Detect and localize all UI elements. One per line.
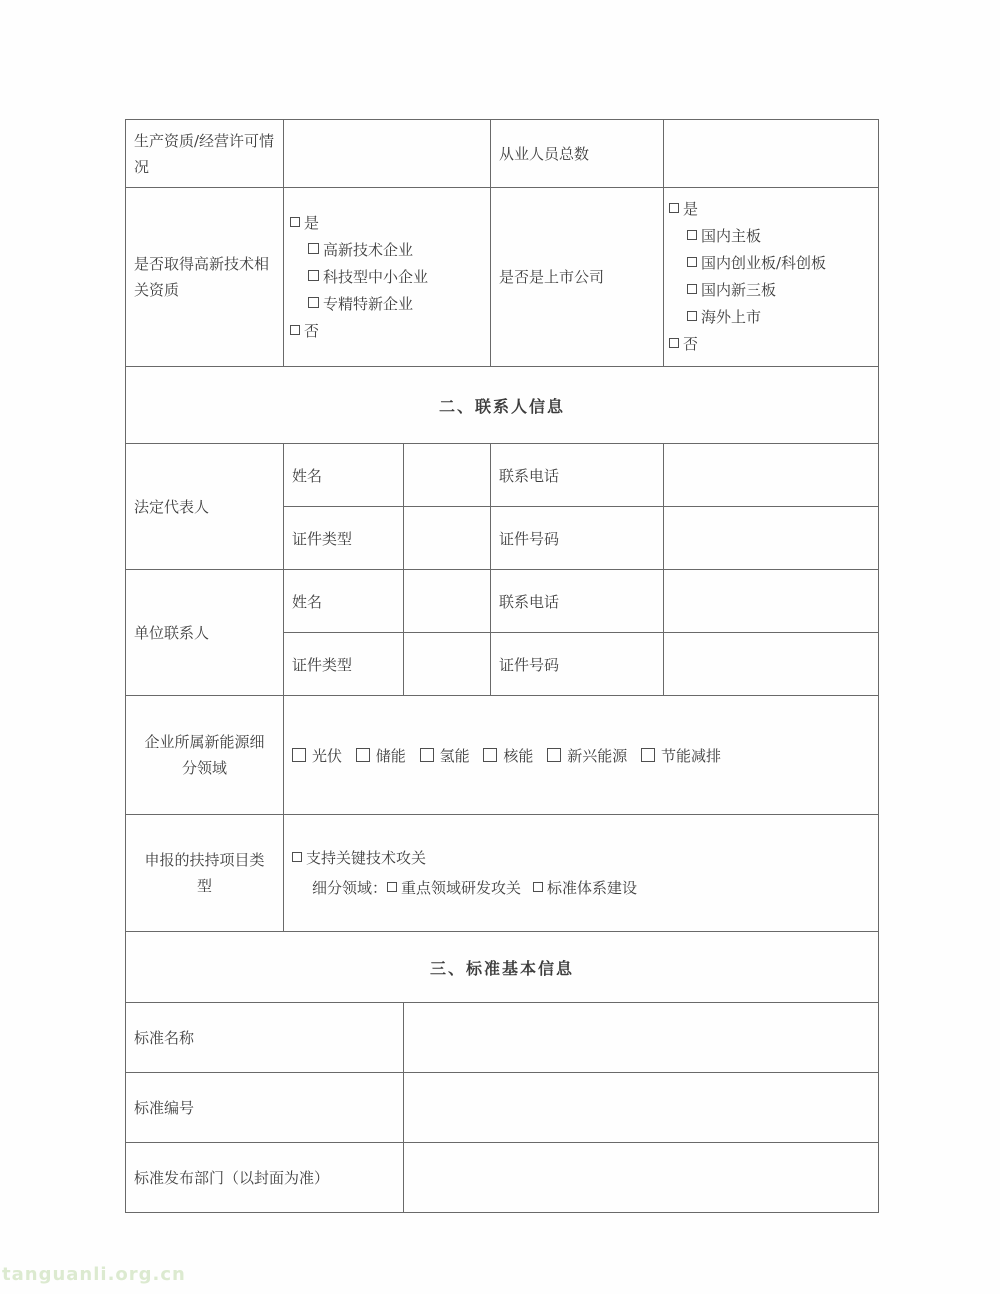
row-standard-number [126,1073,879,1143]
checkbox-listed-yes[interactable] [669,196,870,223]
site-watermark: tanguanli.org.cn [2,1264,186,1285]
cell-unit-name-label [284,570,404,633]
cell-license-value[interactable] [284,120,491,188]
checkbox-icon[interactable] [687,284,697,294]
id-number-label: 证件号码 [499,529,560,548]
cell-standard-name-value[interactable] [404,1003,879,1073]
checkbox-icon[interactable] [547,748,561,762]
checkbox-energy-hydrogen[interactable] [420,747,470,765]
cell-listed-options [664,188,879,367]
cell-legal-phone-value[interactable] [664,444,879,507]
checkbox-label: 是 [683,200,699,218]
listed-label: 是否是上市公司 [499,268,605,286]
name-label: 姓名 [292,466,323,485]
unit-contact-label: 单位联系人 [134,623,210,642]
cell-standard-department-label [126,1143,404,1213]
checkbox-label: 是 [304,213,320,232]
checkbox-icon[interactable] [669,203,679,213]
checkbox-icon[interactable] [308,270,319,281]
cell-standard-number-value[interactable] [404,1073,879,1143]
row-project-type [126,815,879,932]
checkbox-listed-option-1[interactable] [669,223,870,250]
row-standard-department [126,1143,879,1213]
employees-label: 从业人员总数 [499,144,590,163]
checkbox-label: 国内新三板 [701,281,777,299]
cell-unit-idtype-label [284,633,404,696]
cell-energy-field-options [284,696,879,815]
row-hightech-listed [126,188,879,367]
cell-standard-name-label [126,1003,404,1073]
checkbox-label: 高新技术企业 [323,240,414,259]
checkbox-icon[interactable] [356,748,370,762]
checkbox-listed-no[interactable] [669,331,870,358]
checkbox-icon[interactable] [687,257,697,267]
checkbox-icon[interactable] [533,882,543,892]
checkbox-label: 氢能 [439,746,470,765]
hightech-label: 是否取得高新技术相关资质 [134,255,270,299]
cell-unit-name-value[interactable] [404,570,491,633]
checkbox-energy-emerging[interactable] [547,747,627,765]
cell-hightech-label [126,188,284,367]
checkbox-label: 国内主板 [701,227,762,245]
cell-unit-phone-label [491,570,664,633]
checkbox-icon[interactable] [308,243,319,254]
license-label: 生产资质/经营许可情况 [134,131,275,176]
cell-employees-value[interactable] [664,120,879,188]
checkbox-label: 节能减排 [660,746,721,765]
checkbox-label: 光伏 [312,746,343,765]
checkbox-icon[interactable] [483,748,497,762]
cell-hightech-options [284,188,491,367]
cell-legal-idtype-value[interactable] [404,507,491,570]
cell-unit-idnumber-value[interactable] [664,633,879,696]
row-legal-rep-1 [126,444,879,507]
application-form-table [125,119,879,1213]
checkbox-energy-storage[interactable] [356,747,406,765]
project-sub-label: 细分领域： [312,879,388,897]
checkbox-icon[interactable] [308,297,319,308]
cell-legal-name-label [284,444,404,507]
checkbox-icon[interactable] [290,325,300,335]
phone-label: 联系电话 [499,592,560,611]
cell-license-label [126,120,284,188]
cell-listed-label [491,188,664,367]
checkbox-hightech-option-3[interactable] [290,291,482,318]
checkbox-energy-nuclear[interactable] [483,747,533,765]
checkbox-icon[interactable] [687,311,697,321]
checkbox-label: 支持关键技术攻关 [306,849,427,867]
row-contact-header [126,367,879,444]
project-type-label: 申报的扶持项目类型 [144,851,265,895]
checkbox-icon[interactable] [687,230,697,240]
checkbox-label: 否 [683,335,699,353]
standard-department-label: 标准发布部门（以封面为准） [134,1169,330,1187]
checkbox-listed-option-2[interactable] [669,250,870,277]
standard-number-label: 标准编号 [134,1099,195,1117]
cell-project-type-label [126,815,284,932]
cell-standard-number-label [126,1073,404,1143]
checkbox-listed-option-4[interactable] [669,304,870,331]
checkbox-hightech-option-2[interactable] [290,264,482,291]
checkbox-icon[interactable] [641,748,655,762]
phone-label: 联系电话 [499,466,560,485]
name-label: 姓名 [292,592,323,611]
checkbox-icon[interactable] [420,748,434,762]
checkbox-hightech-option-1[interactable] [290,237,482,264]
checkbox-label: 专精特新企业 [323,294,414,313]
checkbox-label: 国内创业板/科创板 [701,254,827,272]
checkbox-label: 否 [304,321,320,340]
cell-unit-phone-value[interactable] [664,570,879,633]
row-standard-name [126,1003,879,1073]
checkbox-label: 储能 [375,746,406,765]
id-number-label: 证件号码 [499,655,560,674]
cell-energy-field-label [126,696,284,815]
checkbox-listed-option-3[interactable] [669,277,870,304]
cell-legal-idnumber-value[interactable] [664,507,879,570]
checkbox-project-main[interactable] [292,843,870,873]
checkbox-icon[interactable] [292,748,306,762]
energy-field-label: 企业所属新能源细分领域 [144,733,265,777]
cell-project-type-options [284,815,879,932]
checkbox-label: 核能 [503,746,534,765]
standard-name-label: 标准名称 [134,1029,195,1047]
cell-legal-idtype-label [284,507,404,570]
checkbox-icon[interactable] [292,852,302,862]
cell-legal-rep-label [126,444,284,570]
cell-unit-idtype-value[interactable] [404,633,491,696]
id-type-label: 证件类型 [292,655,353,674]
cell-unit-idnumber-label [491,633,664,696]
checkbox-icon[interactable] [290,217,300,227]
checkbox-label: 海外上市 [701,308,762,326]
checkbox-hightech-no[interactable] [290,318,482,345]
row-unit-contact-1 [126,570,879,633]
checkbox-label: 科技型中小企业 [323,267,429,286]
cell-standard-department-value[interactable] [404,1143,879,1213]
checkbox-project-sub-1[interactable] [387,879,521,897]
contact-section-header: 二、联系人信息 [126,367,879,444]
checkbox-energy-saving[interactable] [641,747,721,765]
checkbox-icon[interactable] [387,882,397,892]
row-standard-header [126,932,879,1003]
id-type-label: 证件类型 [292,529,353,548]
cell-legal-phone-label [491,444,664,507]
checkbox-label: 重点领域研发攻关 [401,879,522,897]
checkbox-label: 新兴能源 [567,746,628,765]
row-energy-field [126,696,879,815]
checkbox-label: 标准体系建设 [547,879,638,897]
checkbox-hightech-yes[interactable] [290,210,482,237]
checkbox-icon[interactable] [669,338,679,348]
cell-legal-idnumber-label [491,507,664,570]
legal-rep-label: 法定代表人 [134,497,210,516]
cell-legal-name-value[interactable] [404,444,491,507]
checkbox-project-sub-2[interactable] [533,879,637,897]
row-license [126,120,879,188]
checkbox-energy-pv[interactable] [292,747,342,765]
standard-section-header: 三、标准基本信息 [126,932,879,1003]
cell-unit-contact-label [126,570,284,696]
cell-employees-label [491,120,664,188]
